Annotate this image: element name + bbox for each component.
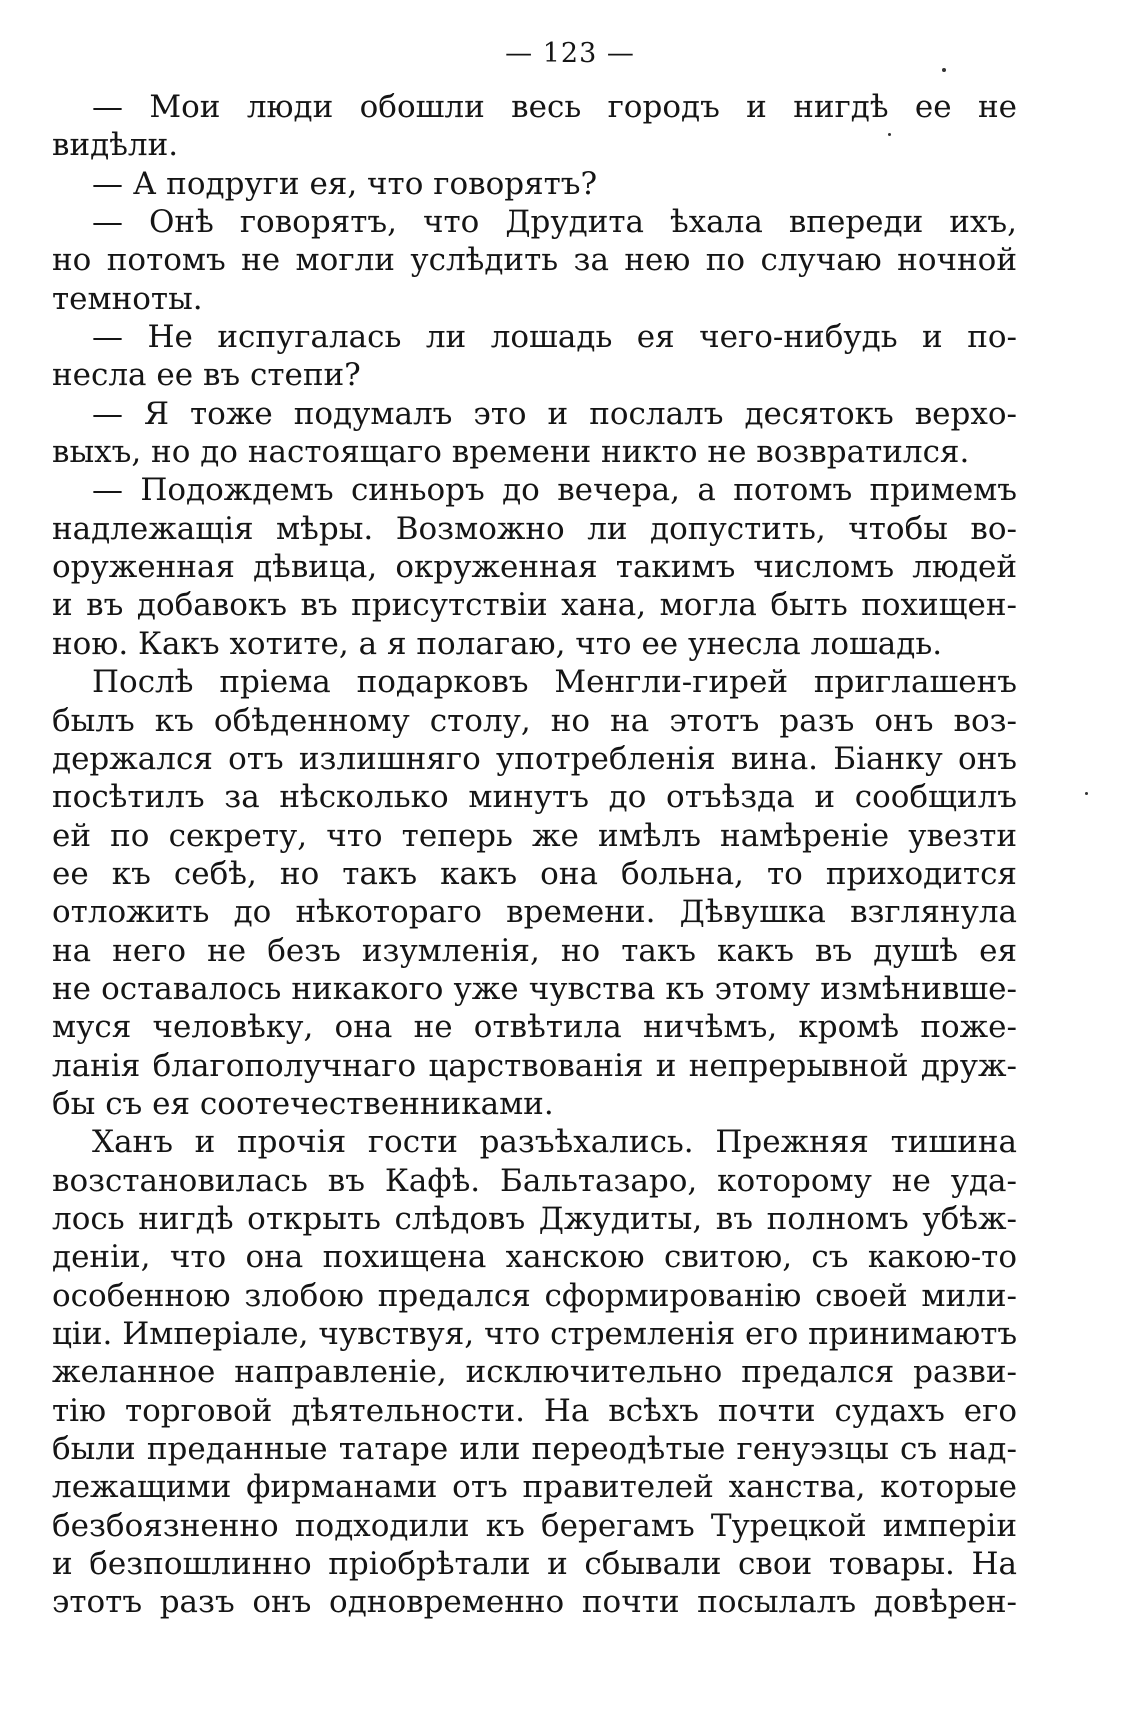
text-line: темноты. [52, 280, 203, 317]
text-line: несла ее въ степи? [52, 357, 361, 394]
text-line: — Онѣ говорятъ, что Друдита ѣхала впереди ихъ, [92, 204, 1017, 241]
text-line: были преданные татаре или переодѣтые генуэзцы съ над- [52, 1431, 1017, 1468]
text-line: видѣли. [52, 127, 179, 164]
body-text [52, 88, 1017, 1622]
text-line: — Мои люди обошли весь городъ и нигдѣ ее не [92, 89, 1017, 125]
text-line: надлежащія мѣры. Возможно ли допустить, чтобы во- [52, 510, 1017, 547]
text-line: ей по секрету, что теперь же имѣлъ намѣреніе увезти [52, 817, 1017, 854]
page-number: — 123 — [505, 38, 635, 69]
text-line: оруженная дѣвица, окруженная такимъ числомъ людей [52, 549, 1017, 586]
text-line: лежащими фирманами отъ правителей ханства, которые [52, 1469, 1017, 1506]
text-line: Послѣ пріема подарковъ Менгли-гирей приглашенъ [92, 664, 1017, 701]
text-line: — Не испугалась ли лошадь ея чего-нибудь и по- [92, 319, 1017, 356]
text-line: этотъ разъ онъ одновременно почти посылалъ довѣрен- [52, 1584, 1017, 1621]
scan-speck [1085, 792, 1088, 795]
text-line: не оставалось никакого уже чувства къ этому измѣнивше- [52, 970, 1017, 1007]
text-line: отложить до нѣкотораго времени. Дѣвушка взглянула [52, 894, 1017, 931]
scan-speck [888, 133, 891, 136]
text-line: лось нигдѣ открыть слѣдовъ Джудиты, въ полномъ убѣж- [52, 1200, 1017, 1237]
text-line: деніи, что она похищена ханскою свитою, съ какою-то [52, 1239, 1017, 1276]
text-line: посѣтилъ за нѣсколько минутъ до отъѣзда и сообщилъ [52, 779, 1017, 816]
scan-speck [942, 68, 946, 72]
text-line: Ханъ и прочія гости разъѣхались. Прежняя тишина [92, 1124, 1017, 1161]
text-line: и безпошлинно пріобрѣтали и сбывали свои товары. На [52, 1546, 1017, 1583]
text-line: безбоязненно подходили къ берегамъ Турецкой имперіи [52, 1507, 1017, 1544]
text-line: но потомъ не могли услѣдить за нею по случаю ночной [52, 242, 1017, 279]
text-line: — Я тоже подумалъ это и послалъ десятокъ верхо- [92, 395, 1017, 432]
text-line: выхъ, но до настоящаго времени никто не возвратился. [52, 434, 970, 471]
text-line: бы съ ея соотечественниками. [52, 1085, 554, 1122]
text-line: держался отъ излишняго употребленія вина. Біанку онъ [52, 740, 1017, 777]
text-line: — А подруги ея, что говорятъ? [92, 165, 598, 202]
text-line: особенною злобою предался сформированію своей мили- [52, 1277, 1017, 1314]
text-line: на него не безъ изумленія, но такъ какъ въ душѣ ея [52, 932, 1017, 969]
text-line: ною. Какъ хотите, а я полагаю, что ее унесла лошадь. [52, 625, 943, 662]
text-line: ланія благополучнаго царствованія и непрерывной друж- [52, 1047, 1017, 1084]
text-line: — Подождемъ синьоръ до вечера, а потомъ примемъ [92, 472, 1017, 509]
text-line: и въ добавокъ въ присутствіи хана, могла быть похищен- [52, 587, 1017, 624]
text-line: тію торговой дѣятельности. На всѣхъ почти судахъ его [52, 1392, 1017, 1429]
text-line: муся человѣку, она не отвѣтила ничѣмъ, кромѣ поже- [52, 1009, 1017, 1046]
text-line: ціи. Имперіале, чувствуя, что стремленія его принимаютъ [52, 1316, 1018, 1352]
text-line: былъ къ обѣденному столу, но на этотъ разъ онъ воз- [52, 702, 1017, 739]
text-line: возстановилась въ Кафѣ. Бальтазаро, которому не уда- [52, 1162, 1017, 1199]
text-line: желанное направленіе, исключительно предался разви- [52, 1354, 1017, 1391]
text-line: ее къ себѣ, но такъ какъ она больна, то приходится [52, 855, 1017, 892]
